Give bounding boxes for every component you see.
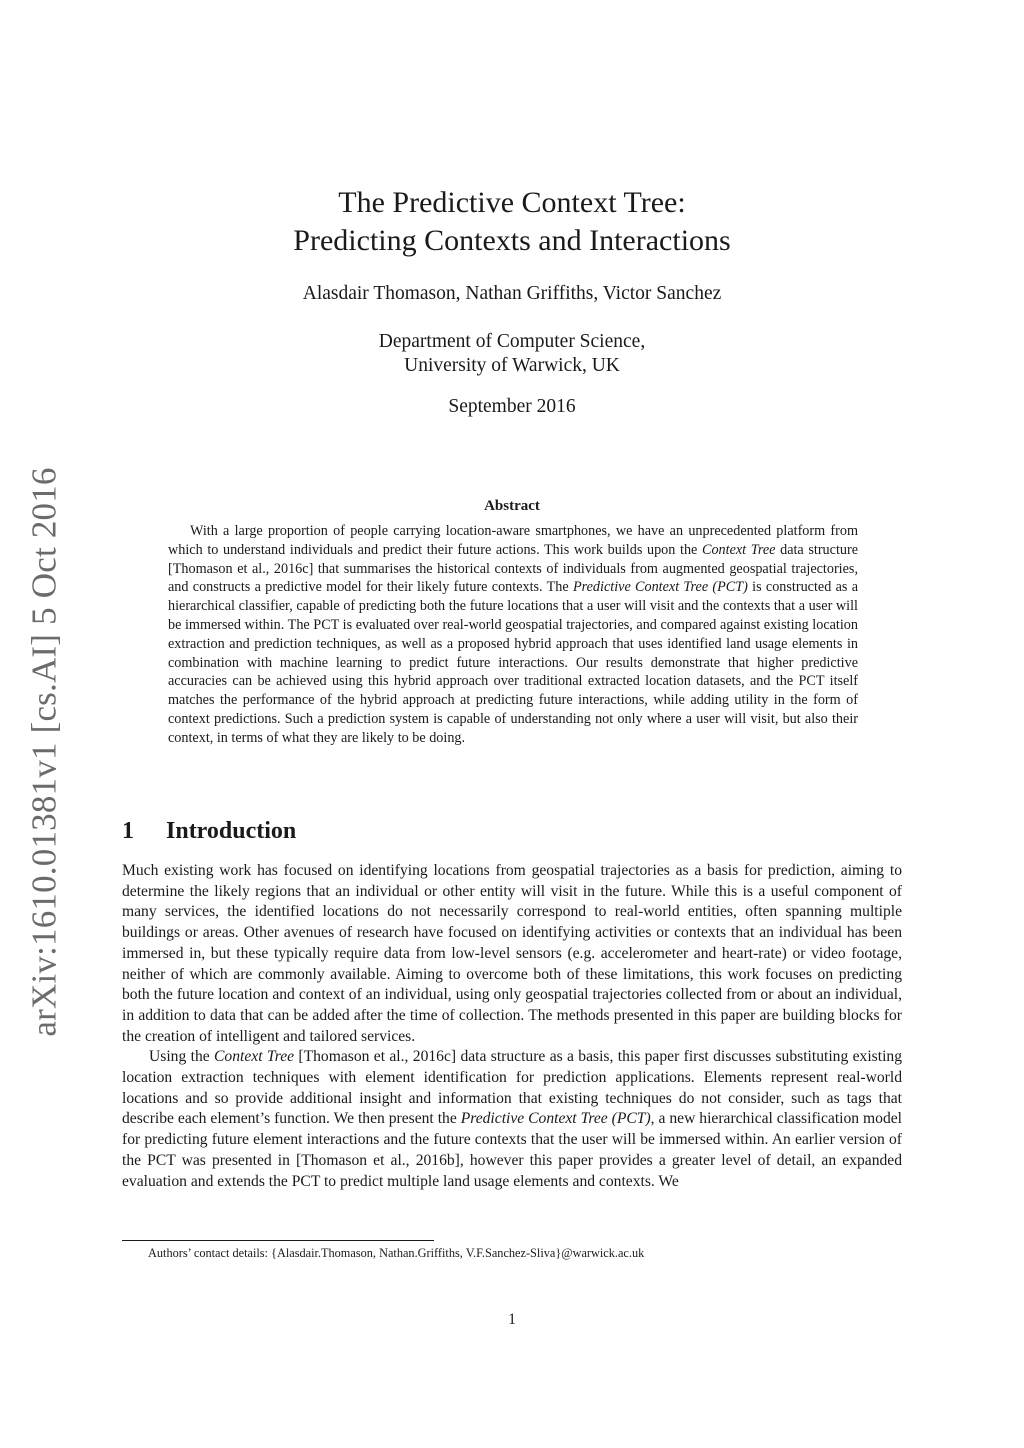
- title-line-1: The Predictive Context Tree:: [338, 186, 686, 219]
- introduction-body: [122, 861, 902, 1192]
- abstract-text-2: data structure [Thomason et al., 2016c] that summarises the historical contexts of individuals from augmented geospatial trajectories, and constructs a predictive model for their likely future contexts. The: [168, 541, 858, 596]
- publication-date: September 2016: [448, 396, 576, 417]
- intro-p2-text-3: , a new hierarchical classification model for predicting future element interactions and the future contexts that the user will be immersed within. An earlier version of the PCT was presented in [Thomason et al., 2016b], however this paper provides a greater level of detail, an expanded evaluation and extends the PCT to predict multiple land usage elements and contexts. We: [122, 1110, 902, 1190]
- abstract-heading: Abstract: [484, 498, 540, 514]
- intro-p2-italic-context-tree: Context Tree: [214, 1048, 295, 1066]
- arxiv-identifier-text: arXiv:1610.01381v1 [cs.AI] 5 Oct 2016: [25, 467, 64, 1037]
- arxiv-identifier-stamp: [17, 462, 73, 1042]
- author-list: Alasdair Thomason, Nathan Griffiths, Victor Sanchez: [302, 283, 722, 304]
- abstract-italic-pct: Predictive Context Tree (PCT): [572, 579, 748, 596]
- section-title: Introduction: [166, 818, 297, 844]
- affiliation: [0, 330, 1024, 378]
- section-heading-introduction: [122, 816, 822, 846]
- intro-paragraph-1: Much existing work has focused on identifying locations from geospatial trajectories as a basis for prediction, aiming to determine the likely regions that an individual or other entity will visit in the future. While this is a useful component of many services, the identified locations do not necessarily correspond to real-world entities, often spanning multiple buildings or areas. Other avenues of research have focused on identifying activities or contexts that an individual has been immersed in, but these typically require data from low-level sensors (e.g. accelerometer and heart-rate) or video footage, neither of which are commonly available. Aiming to overcome both of these limitations, this work focuses on predicting both the future location and context of an individual, using only geospatial trajectories collected from or about an individual, in addition to data that can be added after the time of collection. The methods presented in this paper are building blocks for the creation of intelligent and tailored services.: [122, 862, 902, 1045]
- section-number: 1: [122, 818, 134, 844]
- abstract-italic-context-tree: Context Tree: [701, 541, 776, 558]
- title-line-2: Predicting Contexts and Interactions: [293, 224, 731, 257]
- intro-paragraph-2: [122, 1047, 902, 1192]
- page-number: 1: [508, 1311, 516, 1328]
- intro-p2-text-1: Using the: [149, 1048, 215, 1066]
- footnote-contact-details: Authors’ contact details: {Alasdair.Thomason, Nathan.Griffiths, V.F.Sanchez-Sliva}@warwick.ac.uk: [148, 1246, 645, 1260]
- abstract-text-3: is constructed as a hierarchical classifier, capable of predicting both the future locations that a user will visit and the contexts that a user will be immersed within. The PCT is evaluated over real-world geospatial trajectories, and compared against existing location extraction and prediction techniques, as well as a proposed hybrid approach that uses identified land usage elements in combination with machine learning to predict future interactions. Our results demonstrate that higher predictive accuracies can be achieved using this hybrid approach over traditional extracted location datasets, and the PCT itself matches the performance of the hybrid approach at predicting future interactions, while adding utility in the form of context predictions. Such a prediction system is capable of understanding not only where a user will visit, but also their context, in terms of what they are likely to be doing.: [168, 579, 858, 746]
- paper-title: [0, 184, 1024, 260]
- abstract-text-1: With a large proportion of people carrying location-aware smartphones, we have an unprecedented platform from which to understand individuals and predict their future actions. This work builds upon the: [168, 523, 858, 558]
- footnote-divider: [122, 1240, 434, 1241]
- intro-p2-text-2: [Thomason et al., 2016c] data structure as a basis, this paper first discusses substituting existing location extraction techniques with element identification for prediction applications. Elements represent real-world locations and so provide additional insight and information that existing techniques do not consider, such as tags that describe each element’s function. We then present the: [122, 1048, 903, 1128]
- affiliation-line-2: University of Warwick, UK: [404, 355, 620, 376]
- intro-p2-italic-pct: Predictive Context Tree (PCT): [460, 1110, 651, 1128]
- abstract-body: [168, 522, 858, 748]
- affiliation-line-1: Department of Computer Science,: [378, 331, 646, 352]
